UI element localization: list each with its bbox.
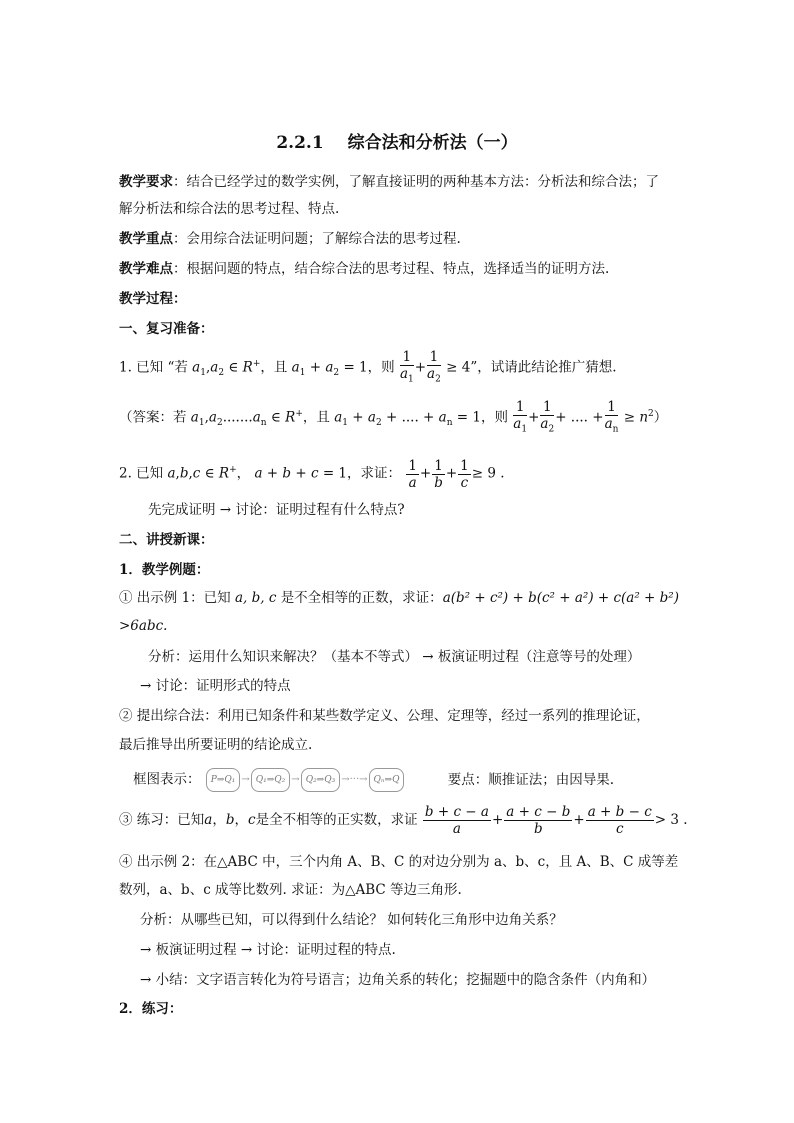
- section-new-lesson: 二、讲授新课：: [119, 532, 214, 548]
- example-2-summary: → 小结：文字语言转化为符号语言；边角关系的转化；挖掘题中的隐含条件（内角和）: [140, 972, 656, 988]
- section-review: 一、复习准备：: [119, 321, 214, 337]
- example-2: ④ 出示例 2：在△ABC 中，三个内角 A、B、C 的对边分别为 a、b、c，且 A、B、C 成等差: [119, 854, 679, 870]
- example-1-cont: >6abc.: [119, 618, 168, 634]
- teaching-key-point: 教学重点：会用综合法证明问题；了解综合法的思考过程.: [119, 231, 461, 247]
- answer-generalization: （答案：若 $a_1,a_2.......a_n$ ∈ R+，且 $a_1 + a_2$ + .... + $a_n = 1$，则 $\frac{1}{a_1}$ + $\frac{1}{a_2}$ + .... + $\frac{1}{a_n}$ ≥ $n^2$）: [119, 398, 668, 435]
- synthesis-definition: ② 提出综合法：利用已知条件和某些数学定义、公理、定理等，经过一系列的推理论证，: [119, 708, 650, 724]
- section-number: 2.2.1: [276, 133, 324, 153]
- synthesis-definition-cont: 最后推导出所要证明的结论成立.: [119, 737, 313, 753]
- subsection-examples: 1．教学例题：: [119, 562, 210, 578]
- example-2-cont: 数列，a、b、c 成等比数列. 求证：为△ABC 等边三角形.: [119, 882, 462, 898]
- teaching-difficulty: 教学难点：根据问题的特点，结合综合法的思考过程、特点，选择适当的证明方法.: [119, 261, 610, 277]
- subsection-practice: 2．练习：: [119, 1001, 183, 1017]
- teaching-requirement-cont: 解分析法和综合法的思考过程、特点.: [119, 201, 340, 217]
- example-1-analysis: 分析：运用什么知识来解决？（基本不等式） → 板演证明过程（注意等号的处理）: [148, 649, 641, 665]
- question-2: 2. 已知 a,b,c ∈ R+， a + b + c = 1，求证： $\frac{1}{a}$ + $\frac{1}{b}$ + $\frac{1}{c}$ ≥ 9 .: [119, 457, 505, 491]
- example-2-analysis: 分析：从哪些已知，可以得到什么结论？ 如何转化三角形中边角关系？: [140, 912, 563, 928]
- section-name: 综合法和分析法（一）: [347, 133, 518, 153]
- flowchart-key-point: 要点：顺推证法；由因导果.: [447, 771, 615, 788]
- flowchart-row: 框图表示： P⇒Q₁ → Q₁⇒Q₂ → Q₂⇒Q₃ →···→ Qₙ⇒Q 要点：顺推证法；由因导果.: [133, 768, 614, 792]
- question-2-note: 先完成证明 → 讨论：证明过程有什么特点?: [148, 502, 405, 518]
- question-1: 1. 已知 “若 $a_1,a_2$ ∈ R+，且 $a_1 + a_2 = 1$，则 $\frac{1}{a_1}$ + $\frac{1}{a_2}$ ≥ 4”，试请此结论推广猜想.: [119, 348, 617, 385]
- flowchart: P⇒Q₁ → Q₁⇒Q₂ → Q₂⇒Q₃ →···→ Qₙ⇒Q: [205, 768, 406, 792]
- example-1: ① 出示例 1：已知 a, b, c 是不全相等的正数，求证：a(b² + c²) + b(c² + a²) + c(a² + b²): [119, 590, 679, 606]
- page-title: [0, 128, 794, 153]
- example-2-proof: → 板演证明过程 → 讨论：证明过程的特点.: [140, 942, 396, 958]
- exercise-3: ③ 练习：已知a，b，c是全不相等的正实数，求证 $\frac{b + c - a}{a}$ + $\frac{a + c - b}{b}$ + $\frac{a + b - c}{c}$ > 3 .: [119, 804, 688, 837]
- teaching-requirement: 教学要求：结合已经学过的数学实例，了解直接证明的两种基本方法：分析法和综合法；了: [119, 174, 659, 190]
- teaching-process: 教学过程：: [119, 291, 187, 307]
- example-1-discussion: → 讨论：证明形式的特点: [140, 678, 291, 694]
